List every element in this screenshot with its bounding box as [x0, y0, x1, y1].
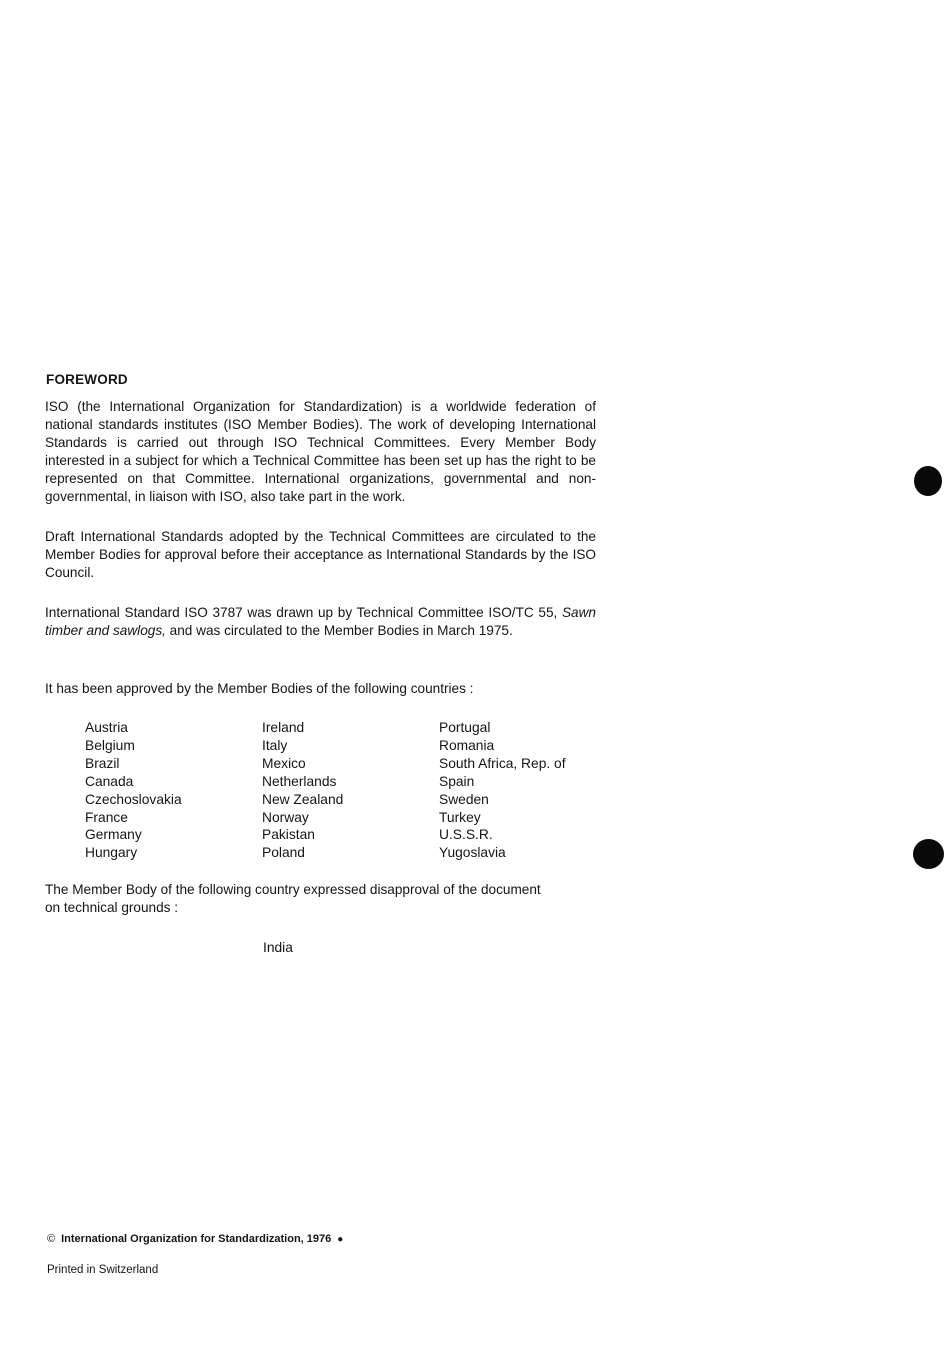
punch-hole-icon — [914, 466, 942, 496]
country-item: Canada — [85, 773, 134, 789]
disapproval-statement — [45, 881, 596, 917]
country-item: Ireland — [262, 720, 305, 735]
country-item: Czechoslovakia — [85, 791, 182, 807]
country-item: Portugal — [439, 720, 491, 735]
country-item: Romania — [439, 737, 495, 753]
country-item: Belgium — [85, 737, 135, 753]
copyright-text: International Organization for Standardization, 1976 — [61, 1233, 332, 1245]
country-item: Norway — [262, 809, 309, 825]
approval-intro: It has been approved by the Member Bodies of the following countries : — [45, 681, 474, 696]
foreword-paragraph-draft: Draft International Standards adopted by the Technical Committees are circulated to the Member Bodies for approval before their acceptance as International Standards by the ISO Council. — [45, 529, 596, 581]
country-item: Yugoslavia — [439, 845, 506, 861]
copyright-icon: © — [47, 1233, 56, 1245]
country-item: Pakistan — [262, 827, 315, 843]
printed-location: Printed in Switzerland — [47, 1264, 159, 1276]
country-column-2 — [262, 719, 343, 862]
country-item: Netherlands — [262, 773, 337, 789]
country-column-3 — [439, 719, 566, 862]
foreword-paragraph-standard — [45, 604, 596, 640]
standard-title: Sawn timber and sawlogs, — [45, 605, 596, 639]
country-item: Spain — [439, 773, 475, 789]
standard-text-before: International Standard ISO 3787 was drawn up by Technical Committee ISO/TC 55, — [45, 605, 558, 620]
country-item: Hungary — [85, 845, 138, 861]
copyright-notice — [47, 1233, 343, 1245]
country-item: Sweden — [439, 791, 489, 807]
foreword-heading: FOREWORD — [46, 372, 128, 387]
country-item: Brazil — [85, 755, 120, 771]
foreword-paragraph-iso: ISO (the International Organization for Standardization) is a worldwide federation of national standards institutes (ISO Member Bodies). The work of developing International Standards is carried out through ISO Technical Committees. Every Member Body interested in a subject for which a Technical Committee has been set up has the right to be represented on that Committee. International organizations, governmental and non-governmental, in liaison with ISO, also take part in the work. — [45, 399, 596, 505]
country-item: Mexico — [262, 755, 306, 771]
punch-hole-icon — [913, 839, 944, 869]
standard-text-after: and was circulated to the Member Bodies in March 1975. — [169, 623, 513, 639]
country-item: New Zealand — [262, 791, 344, 807]
country-item: Italy — [262, 737, 288, 753]
country-item: Germany — [85, 827, 142, 843]
country-item: Austria — [85, 720, 128, 735]
disapproving-country: India — [263, 940, 293, 955]
country-item: U.S.S.R. — [439, 827, 493, 843]
country-item: Turkey — [439, 809, 481, 825]
bullet-icon: ● — [337, 1233, 344, 1245]
country-item: Poland — [262, 845, 305, 861]
disapproval-line-1: The Member Body of the following country expressed disapproval of the document — [45, 882, 541, 897]
country-item: South Africa, Rep. of — [439, 755, 566, 771]
country-column-1 — [85, 719, 182, 862]
country-item: France — [85, 809, 128, 825]
disapproval-line-2: on technical grounds : — [45, 900, 179, 916]
